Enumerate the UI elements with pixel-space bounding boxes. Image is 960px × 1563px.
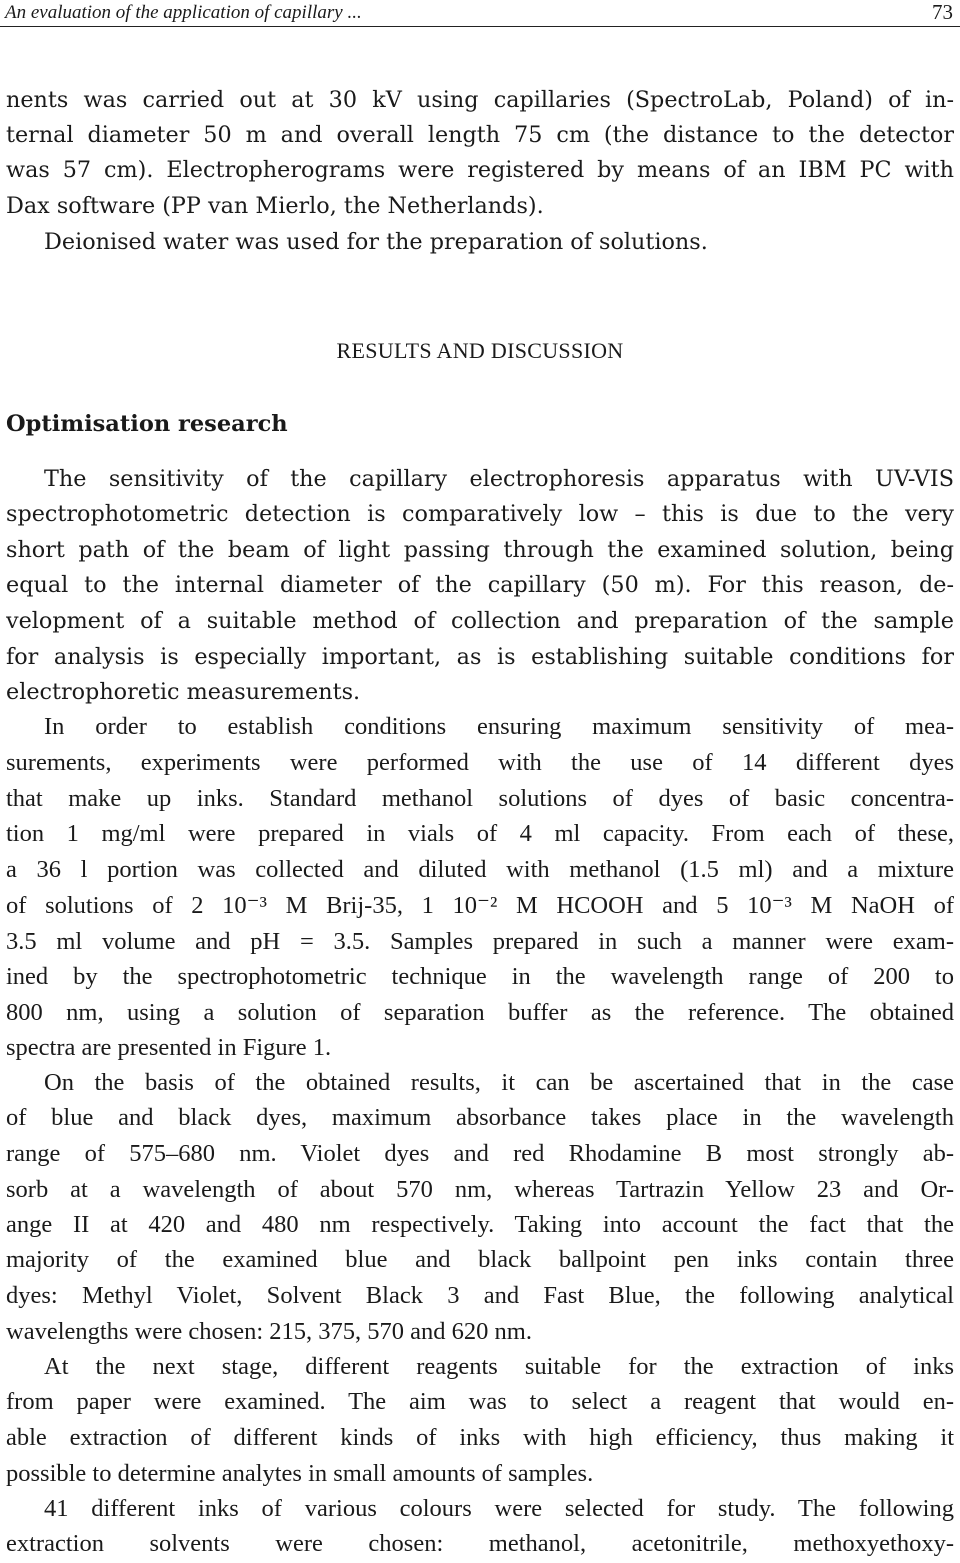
text-line: In order to establish conditions ensuring maximum sensitivity of mea- — [44, 713, 954, 740]
text-line: On the basis of the obtained results, it can be ascertained that in the case — [44, 1069, 954, 1096]
text-line: ined by the spectrophotometric technique in the wavelength range of 200 to — [6, 963, 954, 990]
text-line: ange II at 420 and 480 nm respectively. Taking into account the fact that the — [6, 1211, 954, 1238]
text-line: equal to the internal diameter of the capillary (50 m). For this reason, de- — [6, 572, 954, 598]
text-line: extraction solvents were chosen: methanol, acetonitrile, methoxyethoxy- — [6, 1530, 954, 1557]
text-line: nents was carried out at 30 kV using capillaries (SpectroLab, Poland) of in- — [6, 87, 954, 113]
text-line: 800 nm, using a solution of separation buffer as the reference. The obtained — [6, 999, 954, 1026]
text-line: velopment of a suitable method of collection and preparation of the sample — [6, 608, 954, 634]
text-line: At the next stage, different reagents suitable for the extraction of inks — [44, 1353, 954, 1380]
text-line: range of 575–680 nm. Violet dyes and red Rhodamine B most strongly ab- — [6, 1140, 954, 1167]
text-line: a 36 l portion was collected and diluted with methanol (1.5 ml) and a mixture — [6, 856, 954, 883]
page-number: 73 — [932, 0, 953, 24]
text-line: Dax software (PP van Mierlo, the Netherlands). — [6, 193, 544, 219]
text-line: of blue and black dyes, maximum absorbance takes place in the wavelength — [6, 1104, 954, 1131]
section-heading: RESULTS AND DISCUSSION — [336, 338, 624, 363]
text-line: electrophoretic measurements. — [6, 679, 361, 705]
text-line: was 57 cm). Electropherograms were registered by means of an IBM PC with — [6, 157, 954, 183]
text-line: ternal diameter 50 m and overall length 75 cm (the distance to the detector — [6, 122, 954, 148]
text-line: that make up inks. Standard methanol solutions of dyes of basic concentra- — [6, 785, 954, 812]
text-line: possible to determine analytes in small amounts of samples. — [6, 1460, 594, 1487]
text-line: wavelengths were chosen: 215, 375, 570 and 620 nm. — [6, 1318, 532, 1345]
text-line: tion 1 mg/ml were prepared in vials of 4 ml capacity. From each of these, — [6, 820, 954, 847]
text-line: spectrophotometric detection is comparatively low – this is due to the very — [6, 501, 954, 527]
text-line: sorb at a wavelength of about 570 nm, whereas Tartrazin Yellow 23 and Or- — [6, 1176, 954, 1203]
text-line: The sensitivity of the capillary electrophoresis apparatus with UV-VIS — [44, 466, 954, 492]
text-line: from paper were examined. The aim was to select a reagent that would en- — [6, 1388, 954, 1415]
text-line: dyes: Methyl Violet, Solvent Black 3 and Fast Blue, the following analytical — [6, 1282, 954, 1309]
text-line: spectra are presented in Figure 1. — [6, 1034, 332, 1061]
text-line: Deionised water was used for the preparation of solutions. — [44, 229, 708, 255]
text-line: short path of the beam of light passing through the examined solution, being — [6, 537, 954, 563]
text-line: for analysis is especially important, as is establishing suitable conditions for — [6, 644, 954, 670]
text-line: able extraction of different kinds of inks with high efficiency, thus making it — [6, 1424, 954, 1451]
text-line: 41 different inks of various colours were selected for study. The following — [44, 1495, 954, 1522]
text-line: 3.5 ml volume and pH = 3.5. Samples prepared in such a manner were exam- — [6, 928, 954, 955]
text-line: of solutions of 2 10⁻³ M Brij-35, 1 10⁻² M HCOOH and 5 10⁻³ M NaOH of — [6, 892, 954, 919]
page-header — [0, 0, 960, 27]
text-line: surements, experiments were performed with the use of 14 different dyes — [6, 749, 954, 776]
running-title: An evaluation of the application of capillary ... — [5, 2, 362, 23]
text-line: majority of the examined blue and black ballpoint pen inks contain three — [6, 1246, 954, 1273]
subsection-heading: Optimisation research — [6, 411, 288, 437]
